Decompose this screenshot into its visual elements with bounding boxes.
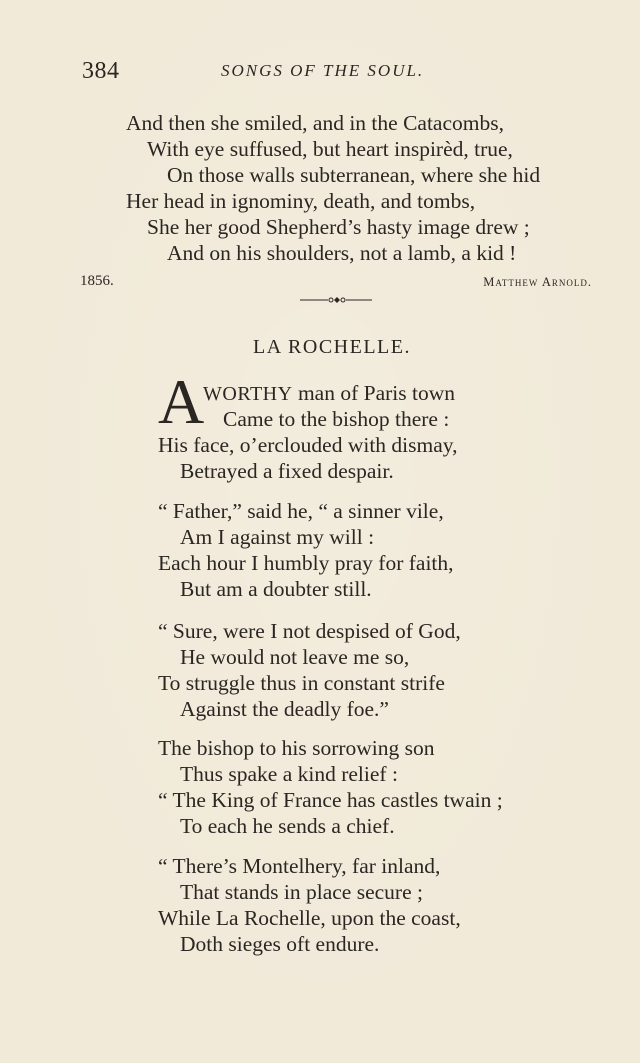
drop-cap: A [158, 366, 205, 437]
first-word: WORTHY [203, 383, 293, 405]
page-number: 384 [82, 58, 120, 84]
poem-line: On those walls subterranean, where she hid [167, 163, 541, 187]
first-line-rest: man of Paris town [292, 381, 455, 405]
poem-line: Thus spake a kind relief : [180, 762, 398, 786]
poem-line: Betrayed a fixed despair. [180, 459, 394, 483]
poem-line: But am a doubter still. [180, 577, 372, 601]
poem-line: Against the deadly foe.” [180, 697, 389, 721]
poem-line: And then she smiled, and in the Catacombs, [126, 111, 504, 135]
poem-line: “ The King of France has castles twain ; [158, 788, 503, 812]
poem-line: “ Sure, were I not despised of God, [158, 619, 461, 643]
poem-line: Her head in ignominy, death, and tombs, [126, 189, 476, 213]
poem-author: Matthew Arnold. [483, 275, 592, 289]
poem-title: LA ROCHELLE. [253, 336, 411, 358]
poem-line: That stands in place secure ; [180, 880, 423, 904]
poem-line: While La Rochelle, upon the coast, [158, 906, 461, 930]
poem-year: 1856. [80, 273, 114, 289]
poem-line: Am I against my will : [180, 525, 375, 549]
poem-line: To each he sends a chief. [180, 814, 395, 838]
poem-line: Each hour I humbly pray for faith, [158, 551, 454, 575]
running-title: SONGS OF THE SOUL. [221, 61, 425, 80]
poem-line: To struggle thus in constant strife [158, 671, 445, 695]
poem-line: “ Father,” said he, “ a sinner vile, [158, 499, 444, 523]
poem-line: Came to the bishop there : [223, 407, 450, 431]
first-poem-line [203, 380, 455, 407]
poem-line: And on his shoulders, not a lamb, a kid ! [167, 241, 517, 265]
poem-line: She her good Shepherd’s hasty image drew ; [147, 215, 530, 239]
poem-line: “ There’s Montelhery, far inland, [158, 854, 441, 878]
poem-line: The bishop to his sorrowing son [158, 736, 435, 760]
poem-line: He would not leave me so, [180, 645, 410, 669]
ornament-divider [300, 293, 372, 307]
poem-line: His face, o’erclouded with dismay, [158, 433, 458, 457]
poem-line: Doth sieges oft endure. [180, 932, 380, 956]
poem-line: With eye suffused, but heart inspirèd, true, [147, 137, 513, 161]
